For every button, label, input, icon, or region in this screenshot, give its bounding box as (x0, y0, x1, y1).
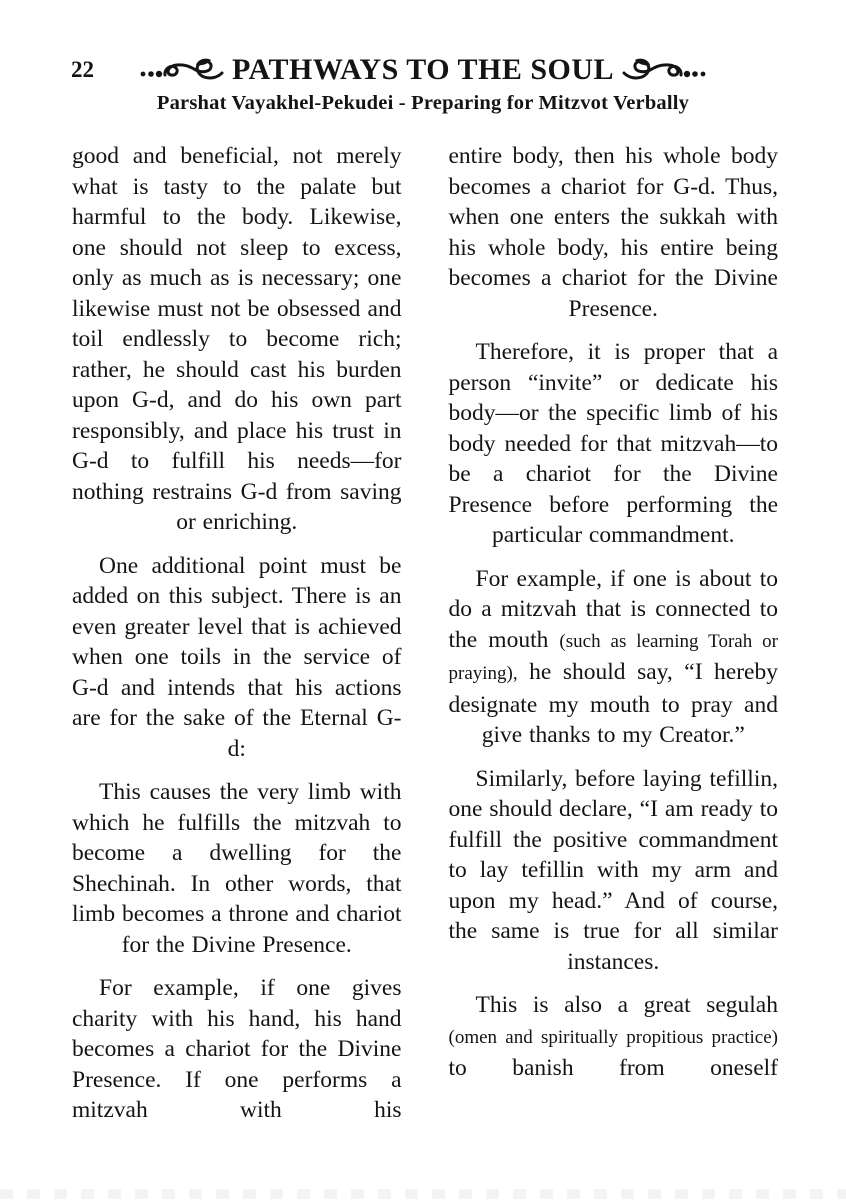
flourish-right-icon (618, 57, 708, 87)
paragraph (72, 777, 402, 960)
paragraph-text: to banish from oneself (448, 1055, 778, 1081)
paragraph-text: One additional point must be added on this subject. There is an even greater level that is achieved when one toils in the service of G-d and intends that his actions are for the sake of the Eternal G-d: (72, 552, 402, 762)
page-subtitle: Parshat Vayakhel-Pekudei - Preparing for Mitzvot Verbally (156, 92, 690, 114)
text-columns (0, 141, 846, 1139)
paragraph (72, 551, 402, 765)
paragraph (449, 141, 779, 324)
paragraph (72, 141, 402, 538)
paragraph (449, 990, 779, 1084)
paragraph-text: Similarly, before laying tefillin, one should declare, “I am ready to fulfill the positive commandment to lay tefillin with my arm and upon my head.” And of course, the same is true for all similar instances. (448, 765, 778, 975)
paragraph-text: good and beneficial, not merely what is tasty to the palate but harmful to the body. Likewise, one should not sleep to excess, only as much as is necessary; one likewise must not be obsessed and toil endlessly to become rich; rather, he should cast his burden upon G-d, and do his own part responsibly, and place his trust in G-d to fulfill his needs—for nothing restrains G-d from saving or enriching. (72, 143, 402, 535)
page-number: 22 (71, 57, 94, 82)
paragraph-parenthetical-text: (omen and spiritually propitious practice) (448, 1026, 778, 1048)
scan-bleedthrough-noise (0, 1189, 846, 1199)
page-header (0, 0, 846, 115)
paragraph (449, 337, 779, 551)
paragraph (72, 973, 402, 1126)
paragraph-parenthetical-text: (such as learning Torah or praying), (448, 630, 778, 684)
page-title: PATHWAYS TO THE SOUL (231, 53, 615, 86)
paragraph-text: This causes the very limb with which he fulfills the mitzvah to become a dwelling for the Shechinah. In other words, that limb becomes a throne and chariot for the Divine Presence. (72, 779, 402, 958)
column-right (449, 141, 779, 1139)
flourish-left-icon (138, 57, 228, 87)
paragraph (449, 564, 779, 751)
title-row (0, 52, 846, 88)
column-left (72, 141, 402, 1139)
paragraph-text: This is also a great segulah (475, 992, 778, 1018)
paragraph-text: entire body, then his whole body becomes a chariot for G-d. Thus, when one enters the sukkah with his whole body, his entire being becomes a chariot for the Divine Presence. (448, 143, 778, 322)
paragraph (449, 764, 779, 978)
paragraph-text: For example, if one is about to do a mitzvah that is connected to the mouth (448, 565, 778, 653)
paragraph-text: he should say, “I hereby designate my mouth to pray and give thanks to my Creator.” (448, 659, 778, 748)
paragraph-text: Therefore, it is proper that a person “invite” or dedicate his body—or the specific limb of his body needed for that mitzvah—to be a chariot for the Divine Presence before performing the particular commandment. (448, 339, 778, 548)
paragraph-text: For example, if one gives charity with his hand, his hand becomes a chariot for the Divine Presence. If one performs a mitzvah with his (72, 975, 402, 1123)
